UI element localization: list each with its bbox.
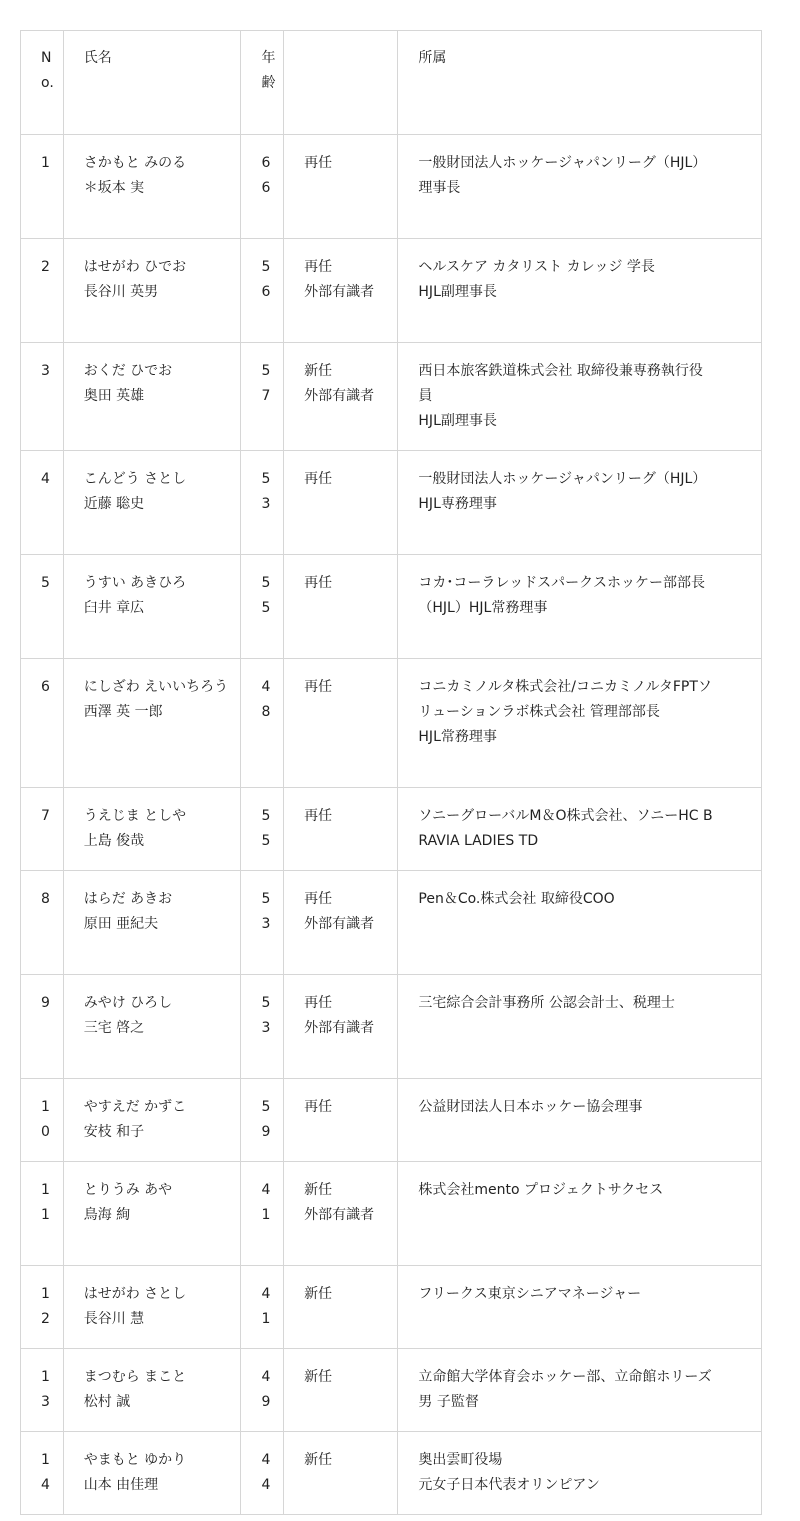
name-kana: おくだ ひでお — [83, 363, 173, 379]
name-kana: うすい あきひろ — [83, 575, 187, 591]
table-row — [21, 975, 762, 1079]
status-label: 新任 — [304, 1286, 333, 1302]
row-affiliation — [398, 135, 762, 239]
row-age: 48 — [241, 659, 284, 788]
row-name — [63, 1432, 241, 1515]
name-kana: はせがわ ひでお — [83, 259, 187, 275]
table-body — [21, 135, 762, 1515]
row-number: 10 — [21, 1079, 64, 1162]
row-status — [284, 659, 398, 788]
affiliation-line: コカ･コーラレッドスパークスホッケー部部長 — [418, 575, 705, 591]
row-status — [284, 871, 398, 975]
affiliation-line: 奥出雲町役場 — [418, 1452, 503, 1468]
name-kanji: 奥田 英雄 — [83, 388, 145, 404]
row-name — [63, 343, 241, 451]
table-row — [21, 135, 762, 239]
name-kana: うえじま としや — [83, 808, 187, 824]
row-name — [63, 659, 241, 788]
row-affiliation — [398, 1432, 762, 1515]
row-number: 2 — [21, 239, 64, 343]
row-age: 66 — [241, 135, 284, 239]
status-label: 新任 — [304, 1452, 333, 1468]
row-affiliation — [398, 1079, 762, 1162]
row-status — [284, 1162, 398, 1266]
affiliation-line: 立命館大学体育会ホッケー部、立命館ホリーズ 男 子監督 — [418, 1369, 712, 1410]
affiliation-line: HJL副理事長 — [418, 284, 497, 300]
officers-table — [20, 30, 762, 1515]
affiliation-line: 西日本旅客鉄道株式会社 取締役兼専務執行役員 — [418, 363, 703, 404]
row-affiliation — [398, 343, 762, 451]
row-affiliation — [398, 1266, 762, 1349]
header-affiliation: 所属 — [398, 31, 762, 135]
row-number: 4 — [21, 451, 64, 555]
affiliation-line: HJL専務理事 — [418, 496, 497, 512]
table-row — [21, 451, 762, 555]
affiliation-line: （HJL）HJL常務理事 — [418, 600, 548, 616]
affiliation-line: フリークス東京シニアマネージャー — [418, 1286, 642, 1302]
status-label: 外部有識者 — [304, 1020, 375, 1036]
row-number: 11 — [21, 1162, 64, 1266]
table-row — [21, 555, 762, 659]
table-row — [21, 1432, 762, 1515]
row-age: 44 — [241, 1432, 284, 1515]
header-name: 氏名 — [63, 31, 241, 135]
header-no: No. — [21, 31, 64, 135]
status-label: 新任 — [304, 363, 333, 379]
affiliation-line: Pen＆Co.株式会社 取締役COO — [418, 891, 615, 907]
row-name — [63, 1079, 241, 1162]
name-kanji: 山本 由佳理 — [83, 1477, 159, 1493]
table-row — [21, 659, 762, 788]
row-name — [63, 788, 241, 871]
affiliation-line: 一般財団法人ホッケージャパンリーグ（HJL） — [418, 471, 707, 487]
status-label: 再任 — [304, 471, 333, 487]
status-label: 再任 — [304, 259, 333, 275]
row-affiliation — [398, 451, 762, 555]
status-label: 再任 — [304, 575, 333, 591]
row-age: 53 — [241, 871, 284, 975]
row-number: 3 — [21, 343, 64, 451]
name-kanji: 松村 誠 — [83, 1394, 131, 1410]
status-label: 外部有識者 — [304, 1207, 375, 1223]
row-number: 5 — [21, 555, 64, 659]
table-row — [21, 788, 762, 871]
affiliation-line: 公益財団法人日本ホッケー協会理事 — [418, 1099, 643, 1115]
affiliation-line: 理事長 — [418, 180, 461, 196]
affiliation-line: ソニーグローバルM＆O株式会社、ソニーHC BRAVIA LADIES TD — [418, 808, 713, 849]
row-name — [63, 239, 241, 343]
name-kana: にしざわ えいいちろう — [83, 679, 229, 695]
table-header-row — [21, 31, 762, 135]
row-age: 57 — [241, 343, 284, 451]
status-label: 新任 — [304, 1182, 333, 1198]
name-kanji: 三宅 啓之 — [83, 1020, 145, 1036]
row-affiliation — [398, 239, 762, 343]
status-label: 外部有識者 — [304, 916, 375, 932]
table-row — [21, 1079, 762, 1162]
row-age: 53 — [241, 451, 284, 555]
name-kana: こんどう さとし — [83, 471, 187, 487]
row-name — [63, 135, 241, 239]
row-age: 41 — [241, 1162, 284, 1266]
status-label: 新任 — [304, 1369, 333, 1385]
row-name — [63, 1162, 241, 1266]
row-number: 8 — [21, 871, 64, 975]
row-affiliation — [398, 975, 762, 1079]
row-status — [284, 451, 398, 555]
name-kanji: 臼井 章広 — [83, 600, 145, 616]
row-age: 49 — [241, 1349, 284, 1432]
row-affiliation — [398, 555, 762, 659]
header-age: 年齢 — [241, 31, 284, 135]
affiliation-line: HJL常務理事 — [418, 729, 497, 745]
row-affiliation — [398, 788, 762, 871]
name-kana: やまもと ゆかり — [83, 1452, 187, 1468]
status-label: 再任 — [304, 891, 333, 907]
status-label: 再任 — [304, 808, 333, 824]
name-kanji: 長谷川 慧 — [83, 1311, 145, 1327]
name-kana: はらだ あきお — [83, 891, 173, 907]
row-age: 59 — [241, 1079, 284, 1162]
name-kana: とりうみ あや — [83, 1182, 173, 1198]
status-label: 再任 — [304, 155, 333, 171]
name-kanji: 安枝 和子 — [83, 1124, 145, 1140]
status-label: 外部有識者 — [304, 388, 375, 404]
row-affiliation — [398, 871, 762, 975]
name-kana: さかもと みのる — [83, 155, 187, 171]
affiliation-line: 元女子日本代表オリンピアン — [418, 1477, 600, 1493]
row-status — [284, 1432, 398, 1515]
affiliation-line: HJL副理事長 — [418, 413, 497, 429]
row-age: 53 — [241, 975, 284, 1079]
row-number: 7 — [21, 788, 64, 871]
row-age: 55 — [241, 555, 284, 659]
table-row — [21, 343, 762, 451]
table-row — [21, 1349, 762, 1432]
affiliation-line: 一般財団法人ホッケージャパンリーグ（HJL） — [418, 155, 707, 171]
status-label: 再任 — [304, 679, 333, 695]
row-affiliation — [398, 1349, 762, 1432]
name-kana: はせがわ さとし — [83, 1286, 187, 1302]
row-name — [63, 1349, 241, 1432]
row-number: 9 — [21, 975, 64, 1079]
row-name — [63, 555, 241, 659]
row-status — [284, 788, 398, 871]
row-name — [63, 975, 241, 1079]
status-label: 再任 — [304, 1099, 333, 1115]
row-status — [284, 975, 398, 1079]
name-kanji: ＊坂本 実 — [83, 180, 145, 196]
name-kana: まつむら まこと — [83, 1369, 187, 1385]
row-status — [284, 555, 398, 659]
row-age: 55 — [241, 788, 284, 871]
affiliation-line: 三宅綜合会計事務所 公認会計士、税理士 — [418, 995, 675, 1011]
row-status — [284, 1349, 398, 1432]
row-number: 6 — [21, 659, 64, 788]
name-kana: みやけ ひろし — [83, 995, 173, 1011]
name-kanji: 上島 俊哉 — [83, 833, 145, 849]
affiliation-line: コニカミノルタ株式会社/コニカミノルタFPTソ リューションラボ株式会社 管理部部長 — [418, 679, 712, 720]
name-kanji: 原田 亜紀夫 — [83, 916, 159, 932]
row-name — [63, 871, 241, 975]
row-status — [284, 1266, 398, 1349]
affiliation-line: ヘルスケア カタリスト カレッジ 学長 — [418, 259, 655, 275]
row-name — [63, 451, 241, 555]
row-status — [284, 135, 398, 239]
row-number: 1 — [21, 135, 64, 239]
row-name — [63, 1266, 241, 1349]
header-status — [284, 31, 398, 135]
row-status — [284, 1079, 398, 1162]
row-age: 41 — [241, 1266, 284, 1349]
row-number: 14 — [21, 1432, 64, 1515]
name-kanji: 長谷川 英男 — [83, 284, 159, 300]
row-number: 12 — [21, 1266, 64, 1349]
name-kanji: 鳥海 絢 — [83, 1207, 131, 1223]
row-number: 13 — [21, 1349, 64, 1432]
name-kanji: 近藤 聡史 — [83, 496, 145, 512]
affiliation-line: 株式会社mento プロジェクトサクセス — [418, 1182, 664, 1198]
status-label: 再任 — [304, 995, 333, 1011]
row-status — [284, 343, 398, 451]
row-affiliation — [398, 1162, 762, 1266]
name-kanji: 西澤 英 一郎 — [83, 704, 163, 720]
name-kana: やすえだ かずこ — [83, 1099, 187, 1115]
status-label: 外部有識者 — [304, 284, 375, 300]
table-row — [21, 871, 762, 975]
row-age: 56 — [241, 239, 284, 343]
row-affiliation — [398, 659, 762, 788]
table-row — [21, 1266, 762, 1349]
table-row — [21, 1162, 762, 1266]
table-row — [21, 239, 762, 343]
row-status — [284, 239, 398, 343]
